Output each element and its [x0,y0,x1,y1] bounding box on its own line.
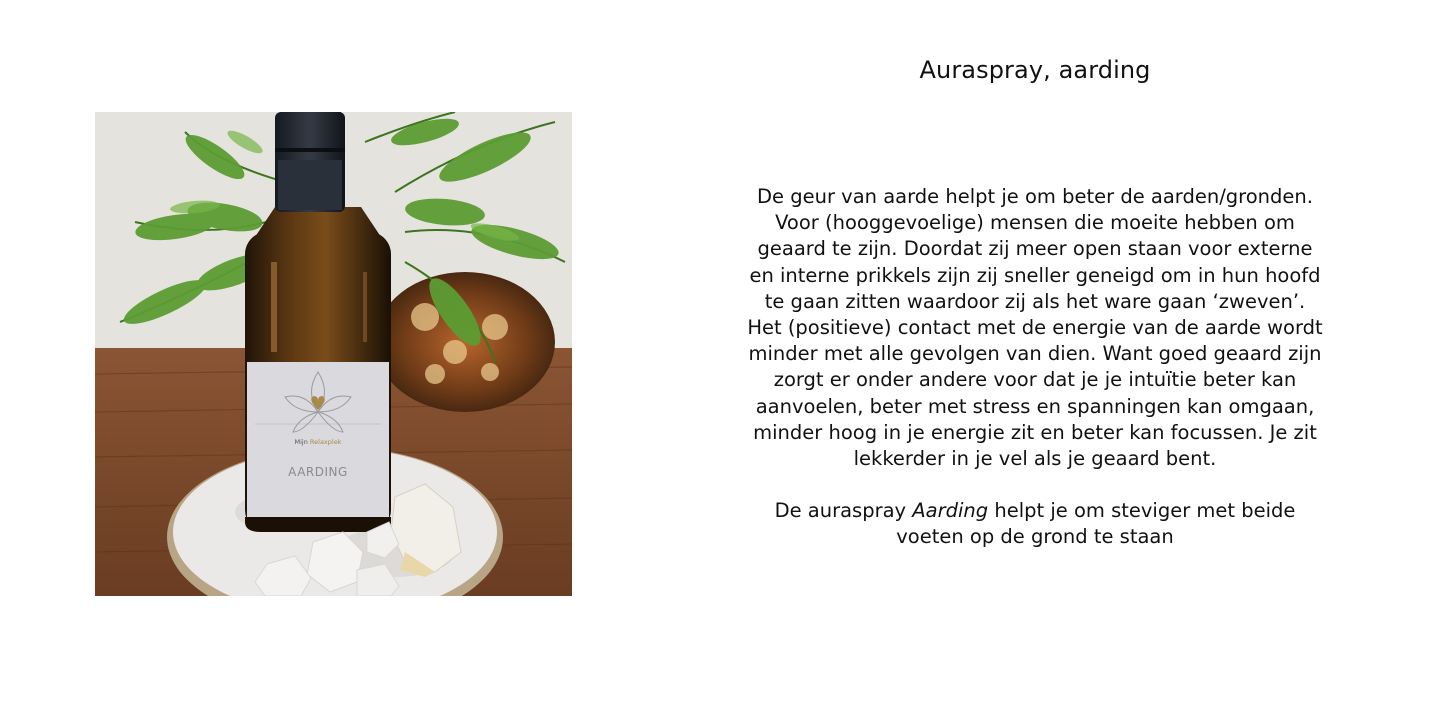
paragraph-2-intro: De auraspray [774,499,913,523]
label-brand-suffix: Relaxplek [309,438,342,446]
description-paragraph-1: De geur van aarde helpt je om beter de aarden/gronden. Voor (hooggevoelige) mensen die moeite hebben om geaard te zijn. Doordat zij meer open staan voor externe en interne prikkels zijn zij sneller geneigd om in hun hoofd te gaan zitten waardoor zij als het ware gaan ‘zweven’. Het (positieve) contact met de energie van de aarde wordt minder met alle gevolgen van dien. Want goed geaard zijn zorgt er onder andere voor dat je je intuïtie beter kan aanvoelen, beter met stress en spanningen kan omgaan, minder hoog in je energie zit en beter kan focussen. Je zit lekkerder in je vel als je geaard bent. [747,185,1323,471]
description-paragraph-2 [745,498,1325,550]
svg-text:Mijn Relaxplek [295,438,342,446]
page-title: Auraspray, aarding [919,56,1151,84]
label-product-name: AARDING [288,465,348,479]
paragraph-2-outro: helpt je om steviger met beide voeten op de grond te staan [896,499,1296,549]
paragraph-2-product-name: Aarding [912,499,989,523]
product-photo [95,112,572,596]
product-description [745,184,1325,577]
label-brand-prefix: Mijn [294,438,310,446]
